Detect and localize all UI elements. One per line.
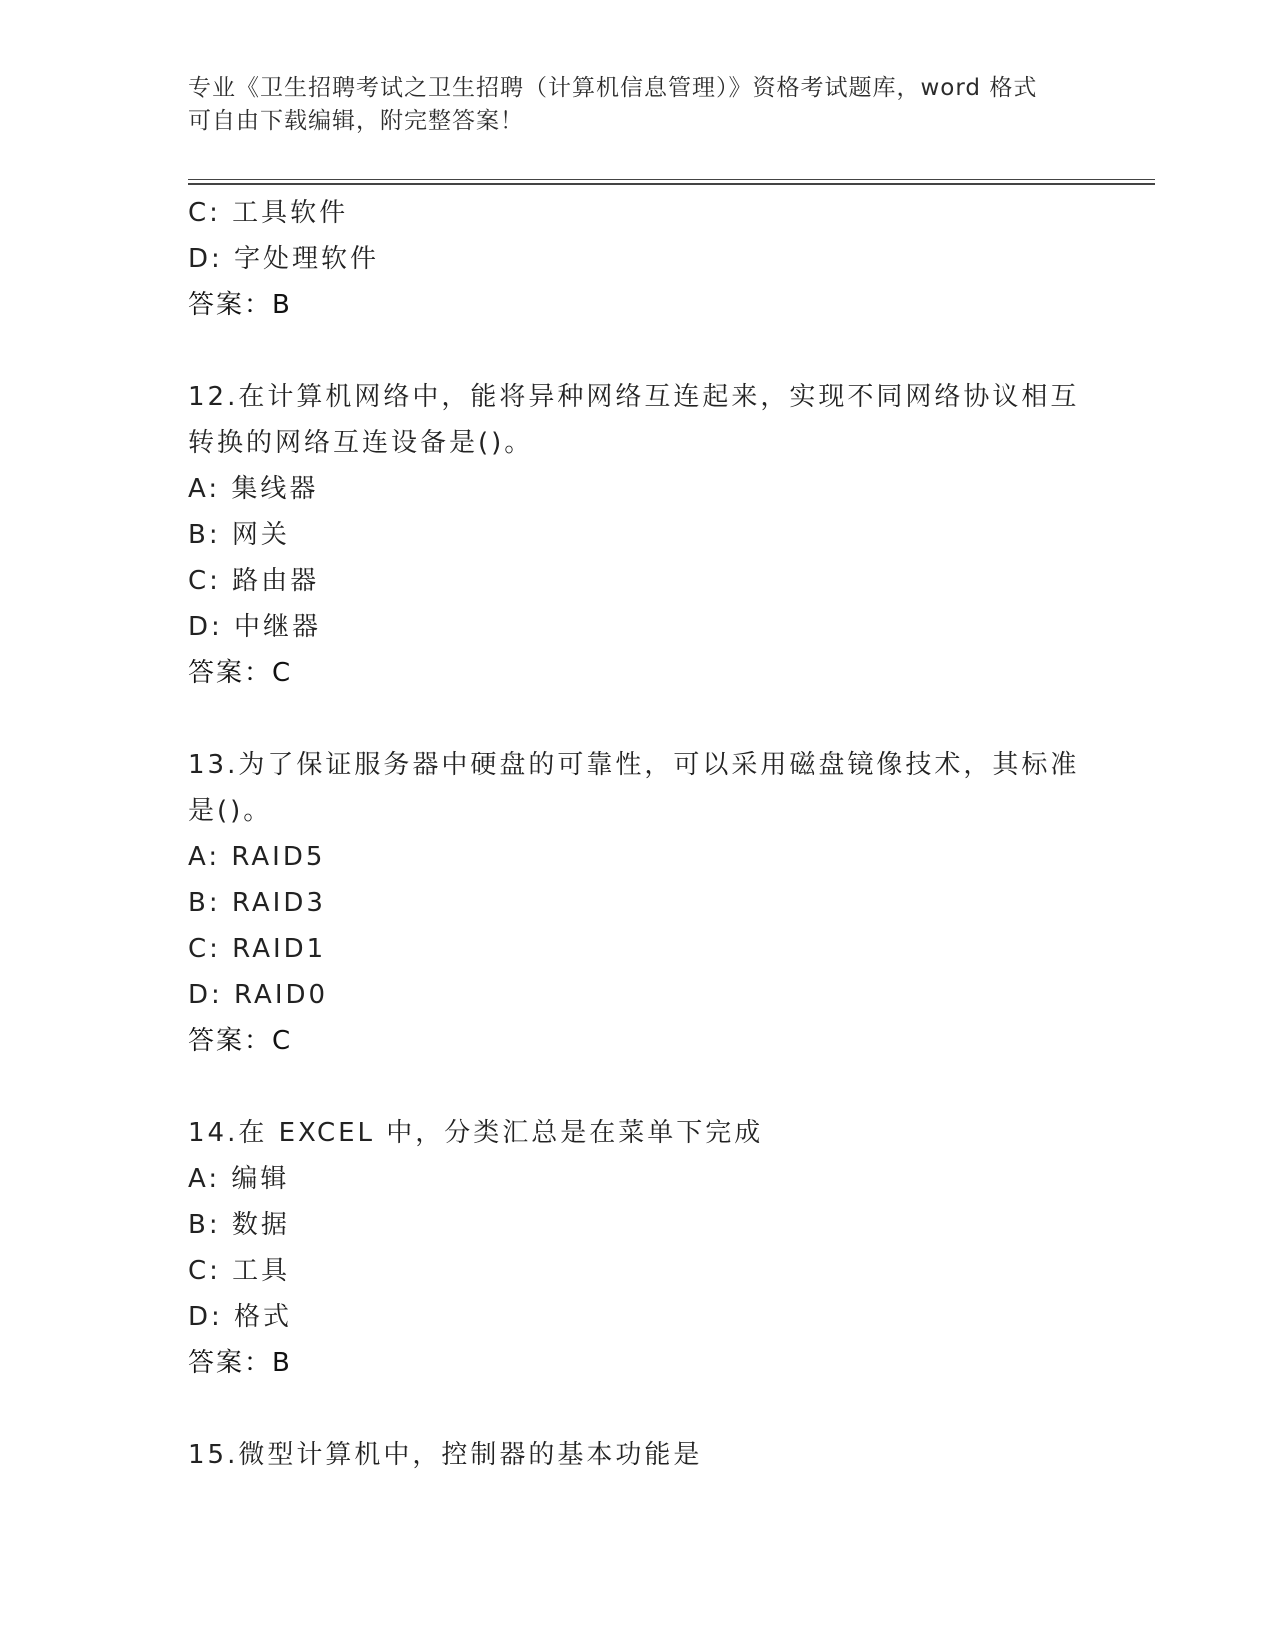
option-a: A: RAID5: [188, 842, 326, 872]
spacer: [188, 1386, 1088, 1432]
header-rule-thick: [188, 183, 1155, 185]
question-text-line: 15.微型计算机中，控制器的基本功能是: [188, 1440, 703, 1470]
option-c: C: RAID1: [188, 934, 327, 964]
option-a: A: 编辑: [188, 1164, 290, 1194]
answer-value: C: [272, 658, 292, 688]
answer-label: 答案：: [188, 1026, 273, 1056]
answer-line: [188, 1018, 1088, 1064]
option-b: B: 数据: [188, 1210, 290, 1240]
answer-line: [188, 650, 1088, 696]
option-d: D: 中继器: [188, 612, 322, 642]
header-line-1: 专业《卫生招聘考试之卫生招聘（计算机信息管理）》资格考试题库，word 格式: [188, 75, 1038, 101]
question-15: [188, 1432, 1088, 1478]
question-text-line: 是()。: [188, 796, 273, 826]
answer-value: B: [272, 290, 291, 320]
question-text-line: 转换的网络互连设备是()。: [188, 428, 534, 458]
question-12: [188, 374, 1088, 696]
option-b: B: 网关: [188, 520, 290, 550]
answer-line: [188, 282, 1088, 328]
option-d: D: 字处理软件: [188, 244, 380, 274]
spacer: [188, 328, 1088, 374]
header-rule-thin: [188, 179, 1155, 180]
spacer: [188, 696, 1088, 742]
option-c: C: 工具软件: [188, 198, 349, 228]
option-d: D: 格式: [188, 1302, 293, 1332]
header-line-2: 可自由下载编辑，附完整答案！: [188, 108, 524, 134]
option-a: A: 集线器: [188, 474, 319, 504]
option-c: C: 路由器: [188, 566, 320, 596]
question-list: [188, 190, 1088, 1478]
option-b: B: RAID3: [188, 888, 326, 918]
answer-line: [188, 1340, 1088, 1386]
question-text-line: 12.在计算机网络中，能将异种网络互连起来，实现不同网络协议相互: [188, 382, 1080, 412]
answer-label: 答案：: [188, 1348, 273, 1378]
question-13: [188, 742, 1088, 1064]
question-text-line: 14.在 EXCEL 中，分类汇总是在菜单下完成: [188, 1118, 764, 1148]
answer-label: 答案：: [188, 290, 273, 320]
question-11-tail: [188, 190, 1088, 328]
answer-value: B: [272, 1348, 291, 1378]
option-c: C: 工具: [188, 1256, 291, 1286]
question-text-line: 13.为了保证服务器中硬盘的可靠性，可以采用磁盘镜像技术，其标准: [188, 750, 1080, 780]
answer-value: C: [272, 1026, 292, 1056]
answer-label: 答案：: [188, 658, 273, 688]
option-d: D: RAID0: [188, 980, 329, 1010]
spacer: [188, 1064, 1088, 1110]
question-14: [188, 1110, 1088, 1386]
document-header: [188, 72, 1088, 138]
